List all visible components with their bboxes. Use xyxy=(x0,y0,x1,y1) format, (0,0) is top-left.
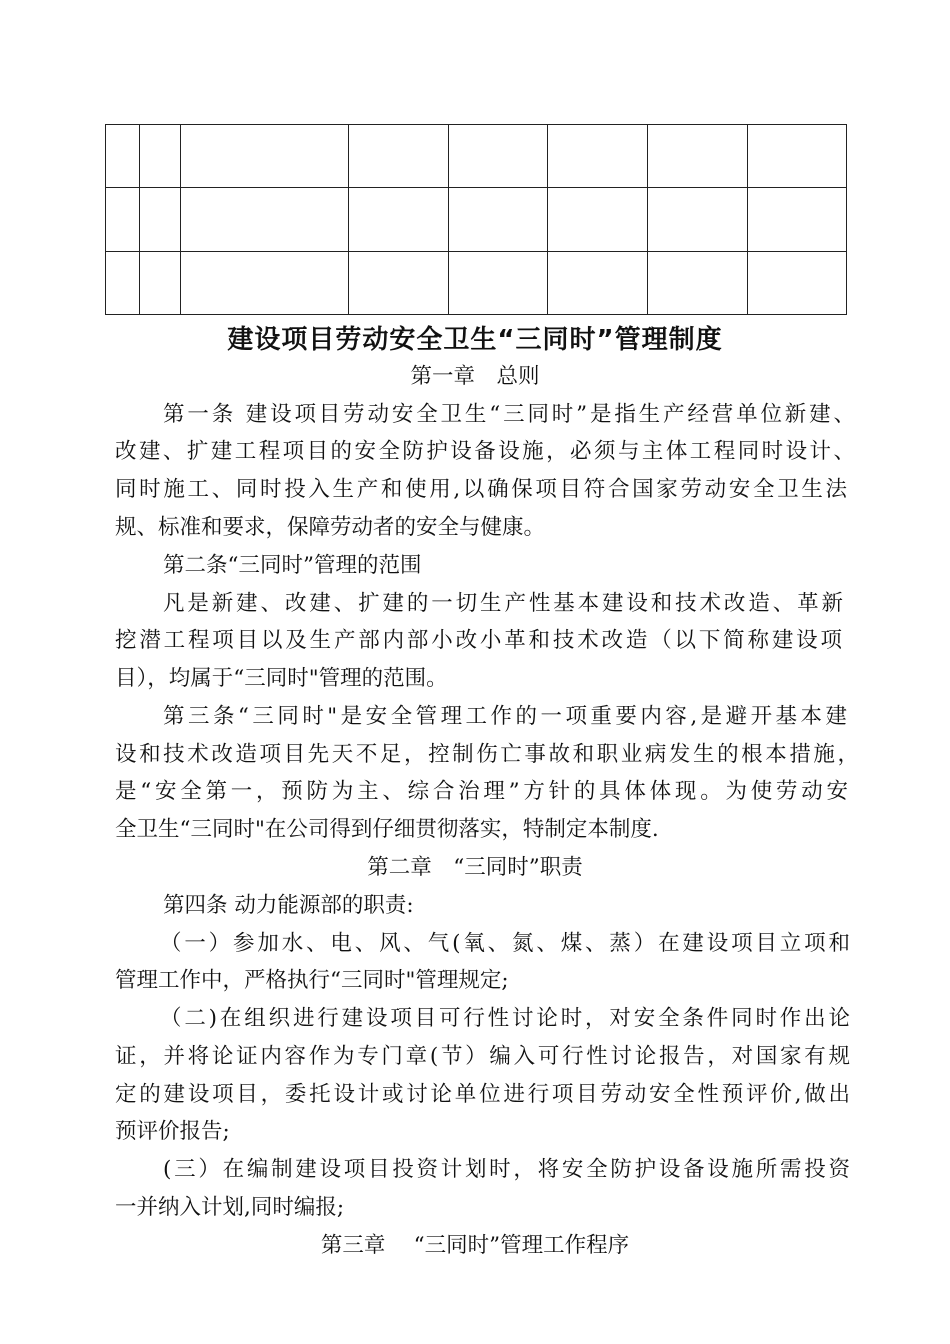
table-cell xyxy=(106,125,140,188)
chapter-heading: 第一章 总则 xyxy=(410,364,540,389)
text-line: 凡是新建、改建、扩建的一切生产性基本建设和技术改造、革新 xyxy=(163,591,843,616)
table-cell xyxy=(140,125,181,188)
text-line: 挖潜工程项目以及生产部内部小改小革和技术改造（以下简称建设项 xyxy=(115,628,842,653)
document-title: 建设项目劳动安全卫生“三同时”管理制度 xyxy=(227,325,723,355)
text-line: 目），均属于“三同时"管理的范围。 xyxy=(115,666,448,691)
table-cell xyxy=(140,251,181,314)
table-row xyxy=(106,188,847,251)
table-cell xyxy=(449,188,548,251)
table-cell xyxy=(181,125,349,188)
text-line: 证，并将论证内容作为专门章(节）编入可行性讨论报告，对国家有规 xyxy=(115,1044,850,1069)
text-line: 定的建设项目，委托设计或讨论单位进行项目劳动安全性预评价,做出 xyxy=(115,1082,850,1107)
text-line: 是“安全第一，预防为主、综合治理”方针的具体体现。为使劳动安 xyxy=(115,779,848,804)
table-cell xyxy=(748,251,847,314)
table-cell xyxy=(349,125,449,188)
table-cell xyxy=(748,188,847,251)
table-cell xyxy=(349,251,449,314)
text-line: 一并纳入计划,同时编报; xyxy=(115,1195,345,1220)
text-line: （一）参加水、电、风、气(氧、氮、煤、蒸）在建设项目立项和 xyxy=(160,931,850,956)
chapter-heading: 第三章 “三同时”管理工作程序 xyxy=(320,1233,630,1258)
text-line: 第一条 建设项目劳动安全卫生“三同时”是指生产经营单位新建、 xyxy=(163,402,855,427)
section-heading: 第二条“三同时”管理的范围 xyxy=(163,553,422,578)
table-row xyxy=(106,251,847,314)
table-cell xyxy=(648,251,748,314)
text-line: 管理工作中，严格执行“三同时"管理规定; xyxy=(115,968,509,993)
blank-table xyxy=(105,124,847,315)
table-cell xyxy=(449,251,548,314)
text-line: 设和技术改造项目先天不足，控制伤亡事故和职业病发生的根本措施， xyxy=(115,742,859,767)
section-heading: 第四条 动力能源部的职责: xyxy=(163,893,414,918)
text-line: (三）在编制建设项目投资计划时，将安全防护设备设施所需投资 xyxy=(163,1157,850,1182)
table-cell xyxy=(548,125,648,188)
table-row xyxy=(106,125,847,188)
chapter-heading: 第二章 “三同时”职责 xyxy=(367,855,583,880)
table-cell xyxy=(548,251,648,314)
text-line: 规、标准和要求，保障劳动者的安全与健康。 xyxy=(115,515,546,540)
text-line: 同时施工、同时投入生产和使用,以确保项目符合国家劳动安全卫生法 xyxy=(115,477,847,502)
text-line: 全卫生“三同时"在公司得到仔细贯彻落实，特制定本制度. xyxy=(115,817,659,842)
text-line: 第三条“三同时"是安全管理工作的一项重要内容,是避开基本建 xyxy=(163,704,847,729)
table-cell xyxy=(648,188,748,251)
table-cell xyxy=(181,251,349,314)
table-cell xyxy=(648,125,748,188)
text-line: 改建、扩建工程项目的安全防护设备设施，必须与主体工程同时设计、 xyxy=(115,439,855,464)
table-cell xyxy=(548,188,648,251)
table-cell xyxy=(181,188,349,251)
table-cell xyxy=(140,188,181,251)
table-cell xyxy=(106,251,140,314)
table-cell xyxy=(748,125,847,188)
table-cell xyxy=(106,188,140,251)
text-line: （二)在组织进行建设项目可行性讨论时，对安全条件同时作出论 xyxy=(160,1006,850,1031)
table-cell xyxy=(449,125,548,188)
table-cell xyxy=(349,188,449,251)
text-line: 预评价报告; xyxy=(115,1119,230,1144)
